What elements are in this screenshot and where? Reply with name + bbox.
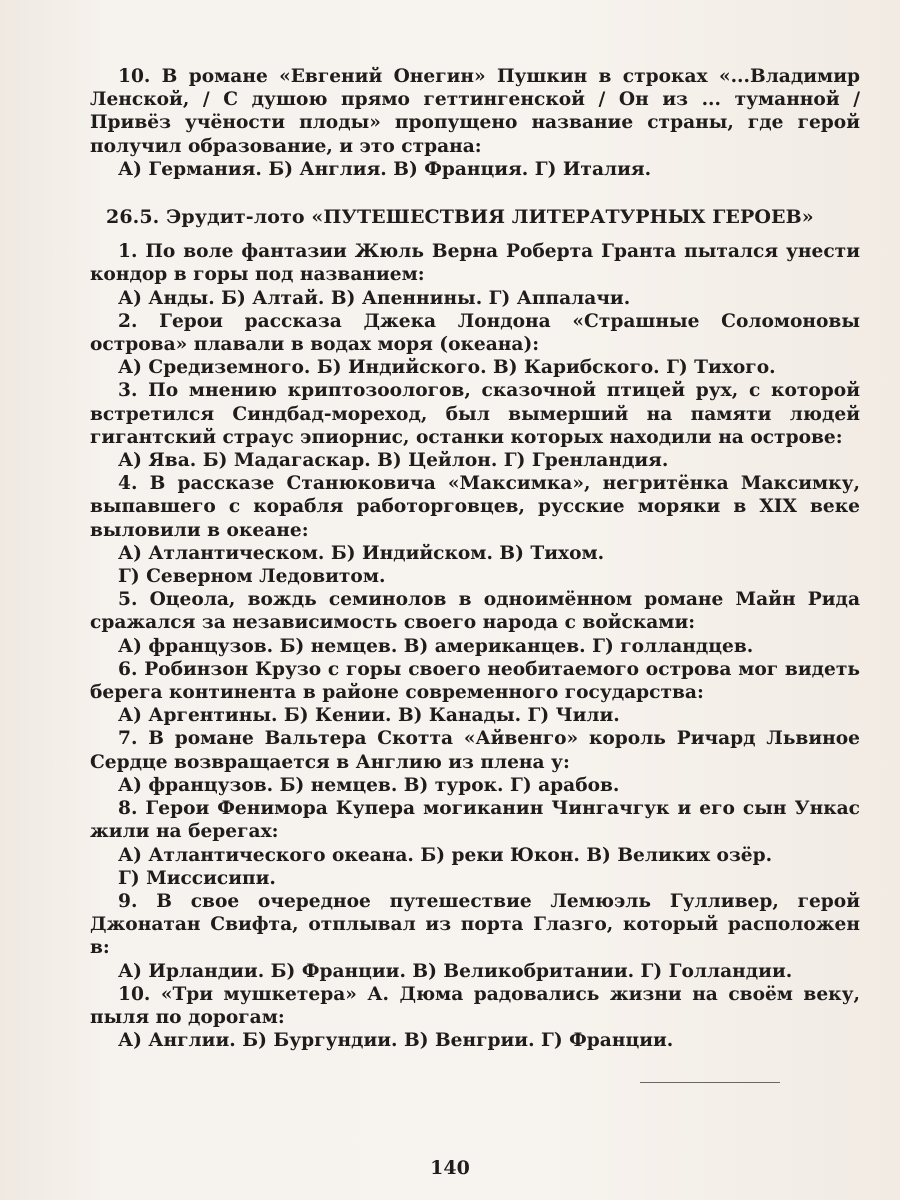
answer-line: А) Аргентины. Б) Кении. В) Канады. Г) Чили. bbox=[118, 705, 620, 727]
question-4 bbox=[90, 472, 860, 588]
question-text: 9. В свое очередное путешествие Лемюэль Гулливер, герой Джонатан Свифта, отплывал из порта Глазго, который расположен в: bbox=[90, 890, 860, 959]
question-1 bbox=[90, 240, 860, 310]
question-text: 1. По воле фантазии Жюль Верна Роберта Гранта пытался унести кондор в горы под названием: bbox=[90, 241, 860, 286]
question-8 bbox=[90, 797, 860, 890]
question-text: 7. В романе Вальтера Скотта «Айвенго» король Ричард Львиное Сердце возвращается в Англию из плена у: bbox=[90, 728, 860, 773]
answer-line: А) Ява. Б) Мадагаскар. В) Цейлон. Г) Гренландия. bbox=[118, 450, 669, 472]
question-6 bbox=[90, 658, 860, 728]
question-3 bbox=[90, 379, 860, 472]
answer-line: Г) Миссисипи. bbox=[118, 867, 276, 889]
question-text: 5. Оцеола, вождь семинолов в одноимённом романе Майн Рида сражался за независимость своего народа с войсками: bbox=[90, 589, 860, 634]
end-divider bbox=[640, 1082, 780, 1083]
pre-question-text: 10. В романе «Евгений Онегин» Пушкин в строках «...Владимир Ленской, / С душою прямо геттингенской / Он из ... туманной / Привёз учёности плоды» пропущено название страны, где герой получил образование, и это страна: bbox=[90, 66, 860, 157]
pre-question-answer: А) Германия. Б) Англия. В) Франция. Г) Италия. bbox=[118, 158, 652, 180]
question-5 bbox=[90, 588, 860, 658]
answer-line: А) французов. Б) немцев. В) турок. Г) арабов. bbox=[118, 774, 620, 796]
answer-line: А) Ирландии. Б) Франции. В) Великобритании. Г) Голландии. bbox=[118, 960, 793, 982]
page-content bbox=[90, 65, 860, 1052]
answer-line: Г) Северном Ледовитом. bbox=[118, 566, 386, 588]
question-text: 2. Герои рассказа Джека Лондона «Страшные Соломоновы острова» плавали в водах моря (океана): bbox=[90, 310, 860, 356]
answer-line: А) Средиземного. Б) Индийского. В) Карибского. Г) Тихого. bbox=[118, 357, 776, 379]
section-title: 26.5. Эрудит-лото «ПУТЕШЕСТВИЯ ЛИТЕРАТУРНЫХ ГЕРОЕВ» bbox=[106, 206, 814, 229]
question-text: 3. По мнению криптозоологов, сказочной птицей рух, с которой встретился Синдбад-мореход, был вымерший на памяти людей гигантский страус эпиорнис, останки которых находили на острове: bbox=[90, 380, 860, 448]
answer-line: А) французов. Б) немцев. В) американцев. Г) голландцев. bbox=[118, 635, 754, 657]
question-text: 6. Робинзон Крузо с горы своего необитаемого острова мог видеть берега континента в районе современного государства: bbox=[90, 658, 860, 704]
answer-line: А) Анды. Б) Алтай. В) Апеннины. Г) Аппалачи. bbox=[118, 287, 631, 309]
answer-line: А) Атлантическом. Б) Индийском. В) Тихом. bbox=[118, 542, 605, 564]
question-text: 10. «Три мушкетера» А. Дюма радовались жизни на своём веку, пыля по дорогам: bbox=[90, 983, 860, 1028]
answer-line: А) Атлантического океана. Б) реки Юкон. В) Великих озёр. bbox=[118, 844, 773, 866]
question-text: 4. В рассказе Станюковича «Максимка», негритёнка Максимку, выпавшего с корабля работорговцев, русские моряки в XIX веке выловили в океане: bbox=[90, 473, 860, 541]
question-9 bbox=[90, 890, 860, 983]
question-7 bbox=[90, 727, 860, 797]
page-number: 140 bbox=[430, 1157, 470, 1179]
answer-line: А) Англии. Б) Бургундии. В) Венгрии. Г) Франции. bbox=[118, 1030, 674, 1052]
question-2 bbox=[90, 310, 860, 380]
question-text: 8. Герои Фенимора Купера могиканин Чингачгук и его сын Ункас жили на берегах: bbox=[90, 798, 860, 843]
question-10 bbox=[90, 983, 860, 1053]
